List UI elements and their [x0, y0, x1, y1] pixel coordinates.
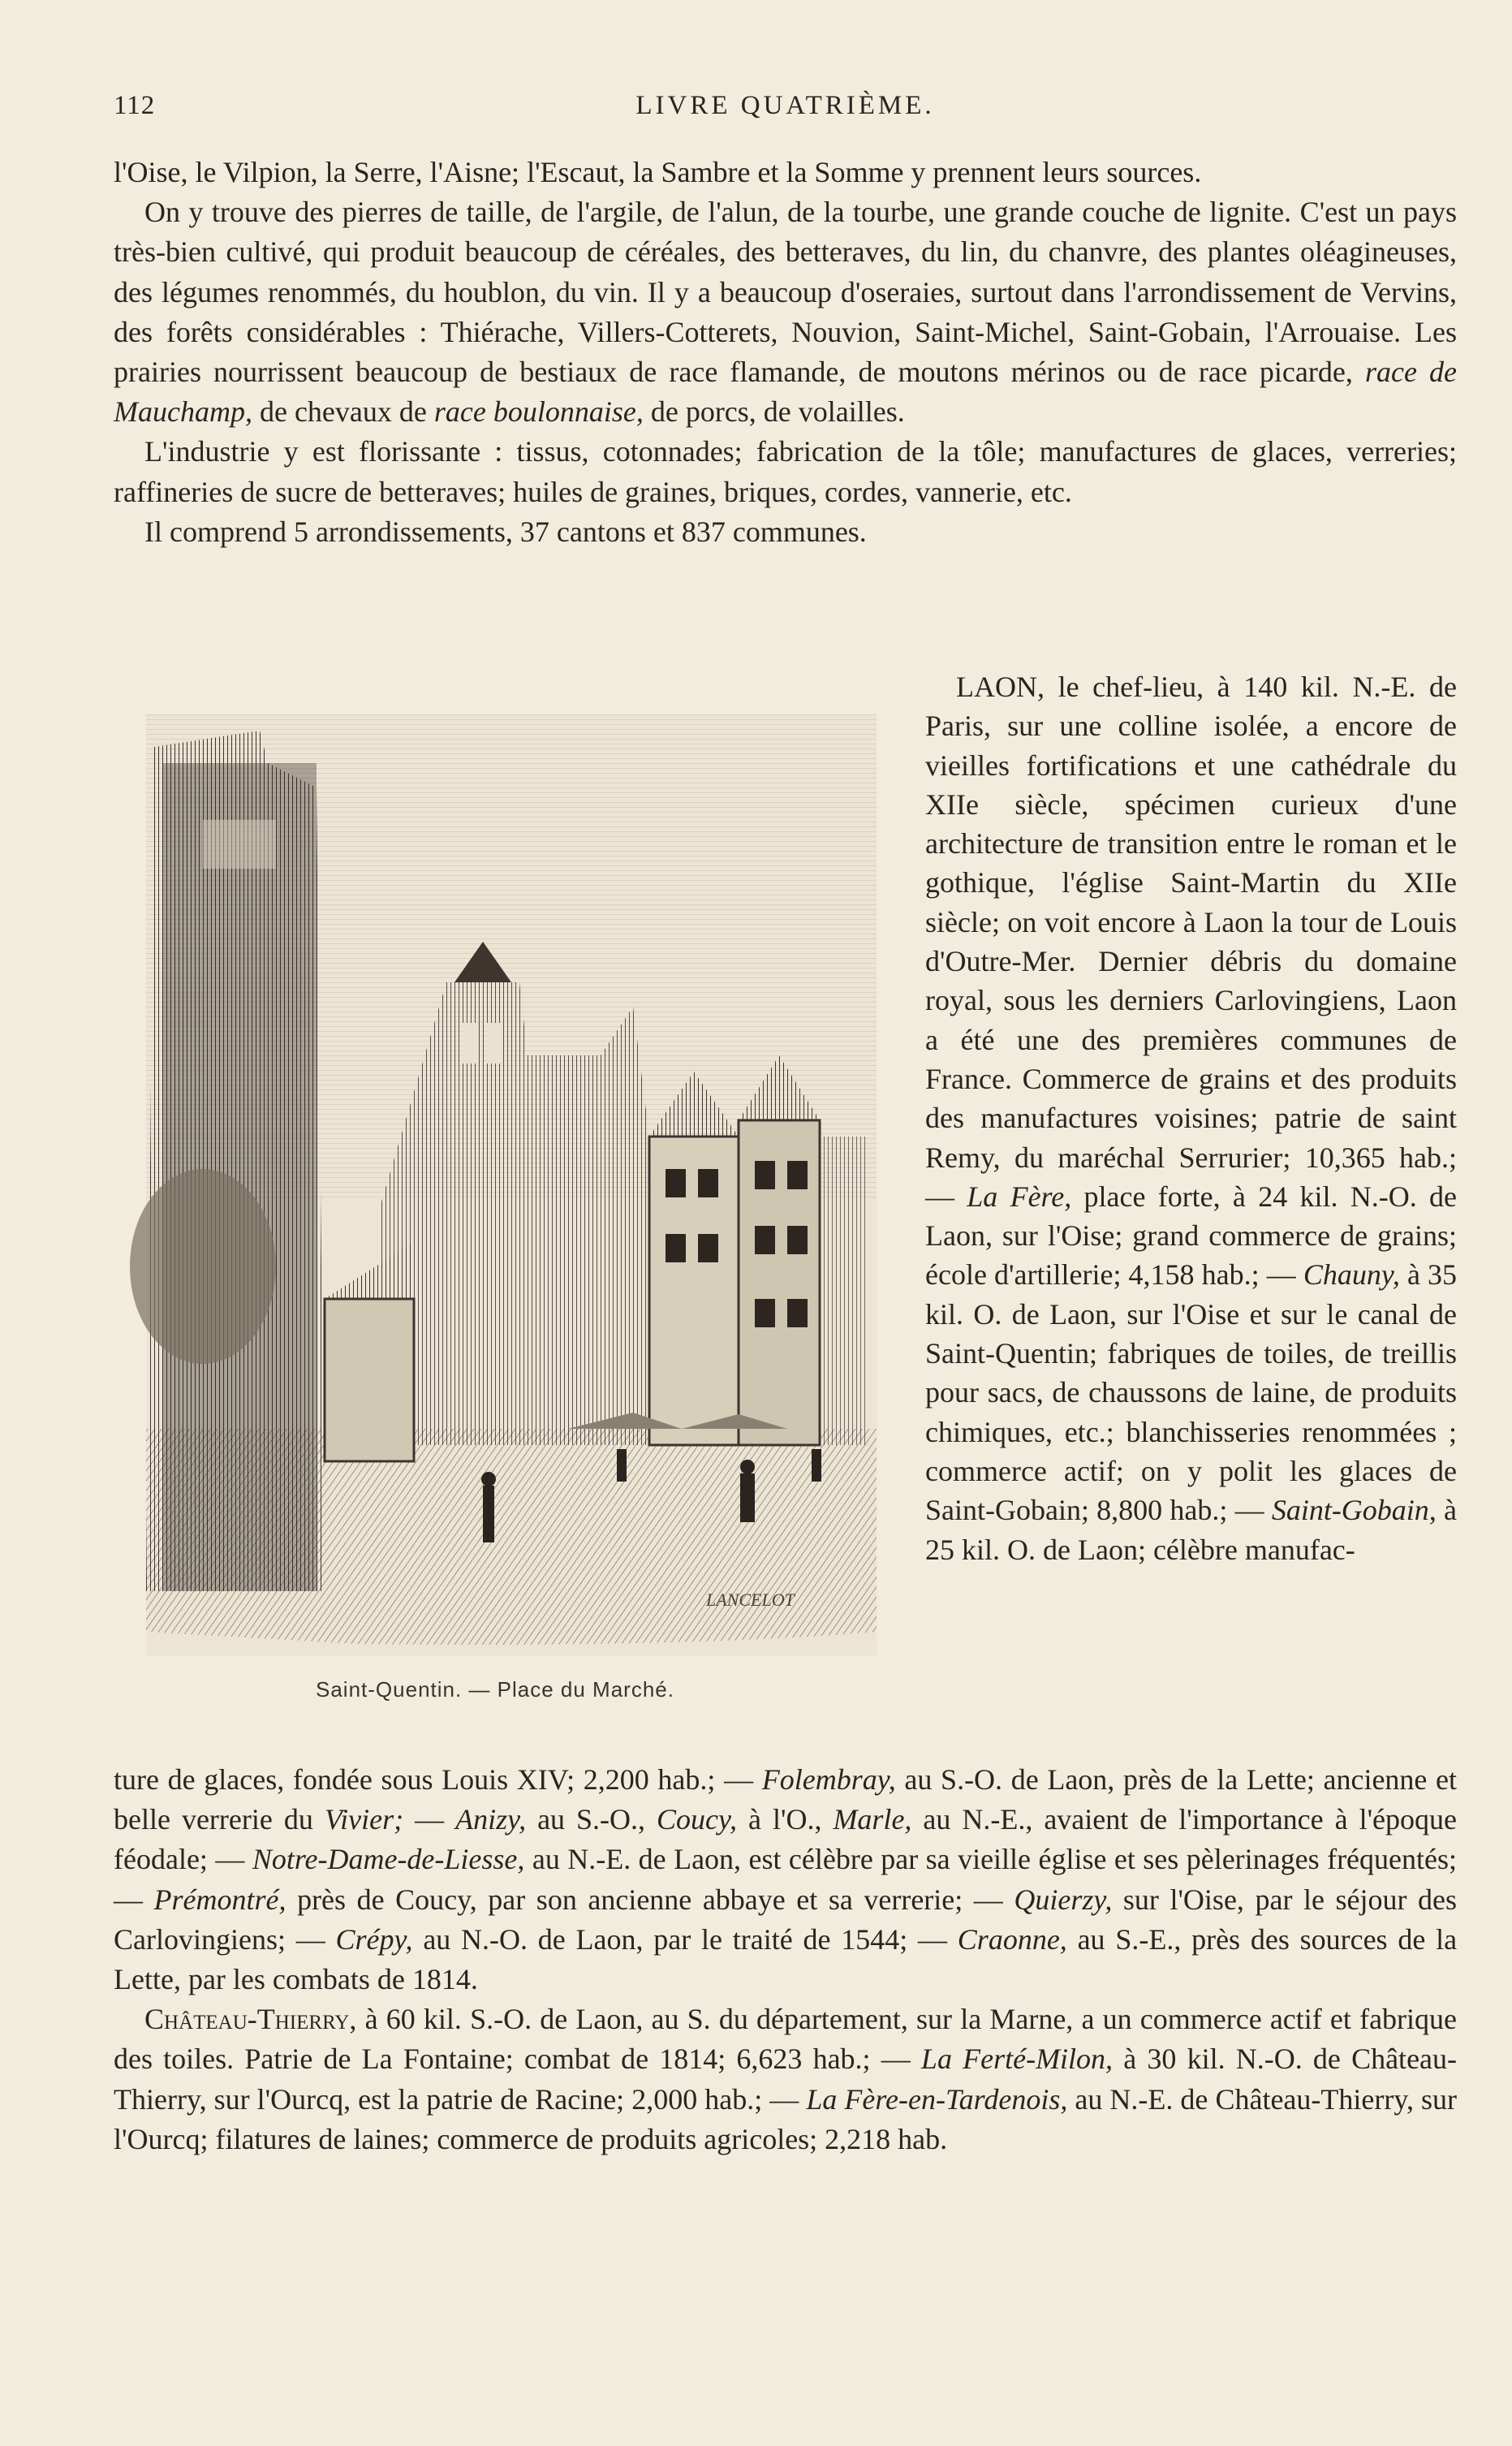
engraving-saint-quentin — [114, 714, 877, 1656]
running-title: LIVRE QUATRIÈME. — [635, 91, 935, 120]
figure-caption: Saint-Quentin. — Place du Marché. — [316, 1677, 674, 1702]
paragraph-laon: LAON, le chef-lieu, à 140 kil. N.-E. de Paris, sur une colline isolée, a encore de vieilles fortifications et une cathédrale du XIIe siècle, spécimen curieux d'une architecture de transition entre le roman et le gothique, l'église Saint-Martin du XIIe siècle; on voit encore à Laon la tour de Louis d'Outre-Mer. Dernier débris du domaine royal, sous les derniers Carlovingiens, Laon a été une des premières communes de France. Commerce de grains et des produits des manufactures voisines; patrie de saint Remy, du maréchal Serrurier; 10,365 hab.; — La Fère, place forte, à 24 kil. N.-O. de Laon, sur l'Oise; grand commerce de grains; école d'artillerie; 4,158 hab.; — Chauny, à 35 kil. O. de Laon, sur l'Oise et sur le canal de Saint-Quentin; fabriques de toiles, de treillis pour sacs, de chaussons de laine, de produits chimiques, etc.; blanchisseries renommées ; commerce actif; on y polit les glaces de Saint-Gobain; 8,800 hab.; — Saint-Gobain, à 25 kil. O. de Laon; célèbre manufac- — [925, 671, 1458, 1566]
page-header — [114, 91, 1457, 132]
page-number: 112 — [114, 91, 156, 120]
engraver-signature: LANCELOT — [706, 1590, 795, 1610]
paragraph-resources: On y trouve des pierres de taille, de l'argile, de l'alun, de la tourbe, une grande couche de lignite. C'est un pays très-bien cultivé, qui produit beaucoup de céréales, des betteraves, du lin, du chanvre, des plantes oléagineuses, des légumes renommés, du houblon, du vin. Il y a beaucoup d'oseraies, surtout dans l'arrondissement de Vervins, des forêts considérables : Thiérache, Villers-Cotterets, Nouvion, Saint-Michel, Saint-Gobain, l'Arrouaise. Les prairies nourrissent beaucoup de bestiaux de race flamande, de moutons mérinos ou de race picarde, race de Mauchamp, de chevaux de race boulonnaise, de porcs, de volailles. — [114, 196, 1457, 429]
paragraph-chateau-thierry: Château-Thierry, à 60 kil. S.-O. de Laon, au S. du département, sur la Marne, a un commerce actif et fabrique des toiles. Patrie de La Fontaine; combat de 1814; 6,623 hab.; — La Ferté-Milon, à 30 kil. N.-O. de Château-Thierry, sur l'Ourcq, est la patrie de Racine; 2,000 hab.; — La Fère-en-Tardenois, au N.-E. de Château-Thierry, sur l'Ourcq; filatures de laines; commerce de produits agricoles; 2,218 hab. — [114, 2003, 1458, 2155]
paragraph-arrondissements: Il comprend 5 arrondissements, 37 cantons et 837 communes. — [144, 515, 867, 548]
right-column-text — [925, 667, 1457, 1569]
paragraph-communes: ture de glaces, fondée sous Louis XIV; 2,200 hab.; — Folembray, au S.-O. de Laon, près de la Lette; ancienne et belle verrerie du Vivier; — Anizy, au S.-O., Coucy, à l'O., Marle, au N.-E., avaient de l'importance à l'époque féodale; — Notre-Dame-de-Liesse, au N.-E. de Laon, est célèbre par sa vieille église et ses pèlerinages fréquentés; — Prémontré, près de Coucy, par son ancienne abbaye et sa verrerie; — Quierzy, sur l'Oise, par le séjour des Carlovingiens; — Crépy, au N.-O. de Laon, par le traité de 1544; — Craonne, au S.-E., près des sources de la Lette, par les combats de 1814. — [114, 1763, 1458, 1996]
paragraph-sources: l'Oise, le Vilpion, la Serre, l'Aisne; l'Escaut, la Sambre et la Somme y prennent leurs sources. — [114, 156, 1202, 188]
paragraph-industry: L'industrie y est florissante : tissus, cotonnades; fabrication de la tôle; manufactures de glaces, verreries; raffineries de sucre de betteraves; huiles de graines, briques, cordes, vannerie, etc. — [114, 435, 1457, 508]
top-text-block — [114, 153, 1457, 552]
bottom-text-block — [114, 1760, 1457, 2159]
engraving-illustration — [114, 714, 877, 1656]
